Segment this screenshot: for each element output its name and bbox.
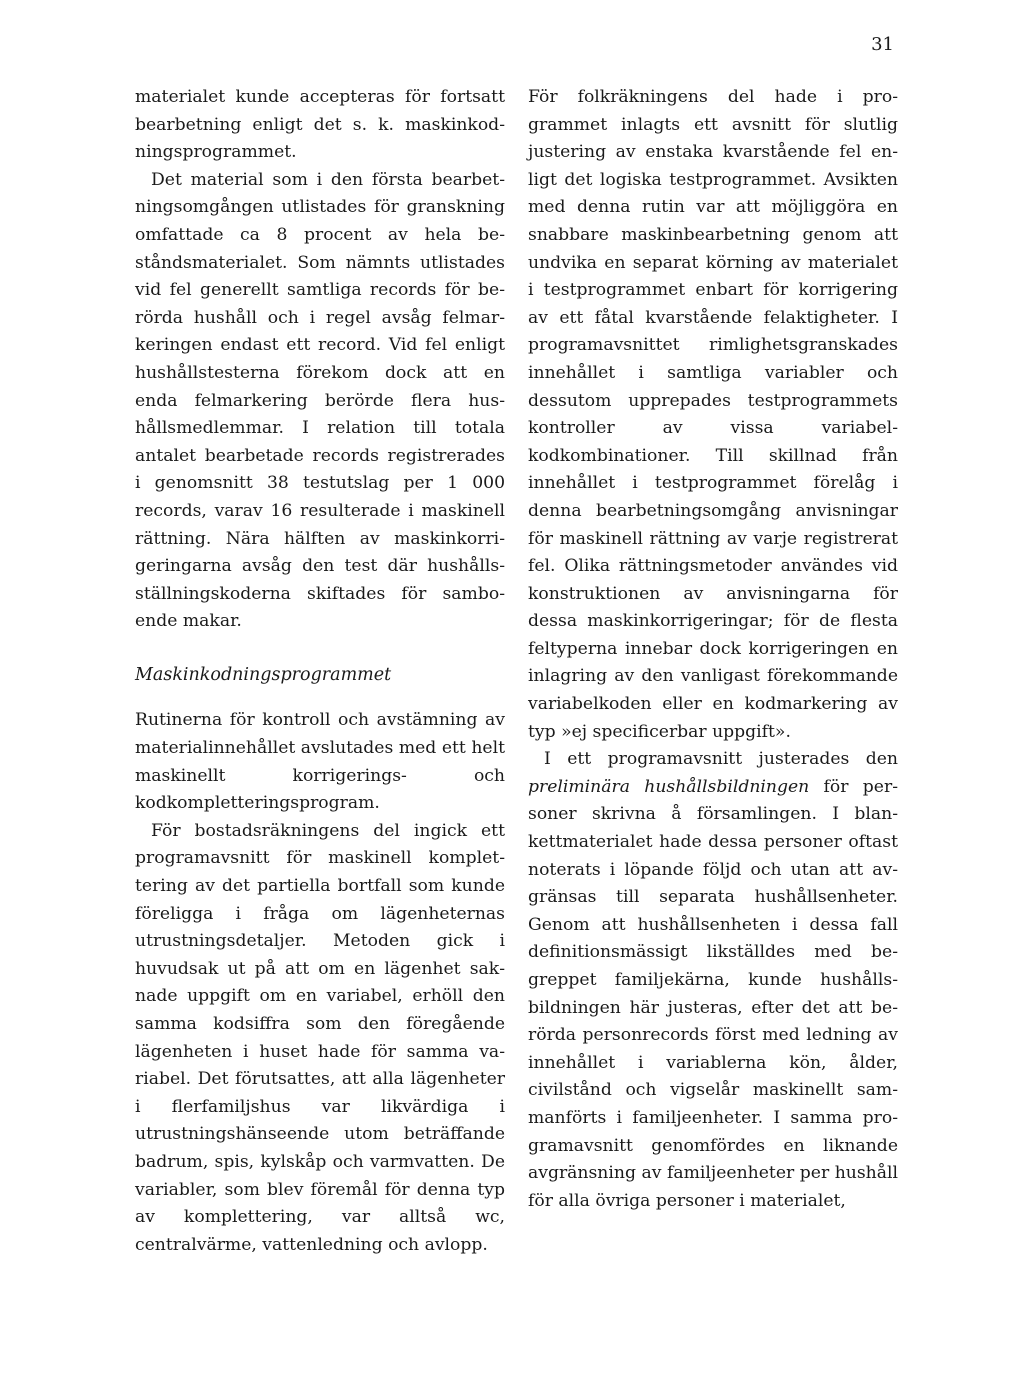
right-paragraph-2-rest: för personer skrivna å församlingen. I blankettmaterialet hade dessa personer oftast noterats i löpande följd och utan att avgränsas till separata hushållsenheter. Genom att hushållsenheten i dessa fall definitionsmässigt likställdes med begreppet familjekärna, kunde hushållsbildningen här justeras, efter det att berörda personrecords först med ledning av innehållet i variablerna kön, ålder, civilstånd och vigselår maskinellt sammanförts i familjeenheter. I samma programavsnitt genomfördes en liknande avgränsning av familjeenheter per hushåll för alla övriga personer i materialet, [528, 776, 899, 1211]
right-paragraph-2-start: I ett programavsnitt justerades den [544, 749, 898, 770]
right-paragraph-1: För folkräkningens del hade i programmet inlagts ett avsnitt för slutlig justering av enstaka kvarstående fel enligt det logiska testprogrammet. Avsikten med denna rutin var att möjliggöra en snabbare maskinbearbetning genom att undvika en separat körning av materialet i testprogrammet enbart för korrigering av ett fåtal kvarstående felaktigheter. I programavsnittet rimlighetsgranskades innehållet i samtliga variabler och dessutom upprepades testprogrammets kontroller av vissa variabelkodkombinationer. Till skillnad från innehållet i testprogrammet förelåg i denna bearbetningsomgång anvisningar för maskinell rättning av varje registrerat fel. Olika rättningsmetoder användes vid konstruktionen av anvisningarna för dessa maskinkorrigeringar; för de flesta feltyperna innebar dock korrigeringen en inlagring av den vanligast förekommande variabelkoden eller en kodmarkering av typ »ej specificerbar uppgift». [528, 87, 898, 742]
left-paragraph-2: Det material som i den första bearbetningsomgången utlistades för granskning omfattade ca 8 procent av hela beståndsmaterialet. Som nämnts utlistades vid fel generellt samtliga records för berörda hushåll och i regel avsåg felmarkeringen endast ett record. Vid fel enligt hushållstesterna förekom dock att en enda felmarkering berörde flera hushållsmedlemmar. I relation till totala antalet bearbetade records registrerades i genomsnitt 38 testutslag per 1 000 records, varav 16 resulterade i maskinell rättning. Nära hälften av maskinkorrigeringarna avsåg den test där hushållsställningskoderna skiftades för samboende makar. [135, 169, 505, 632]
page-number: 31 [871, 34, 894, 55]
right-paragraph-2 [528, 746, 898, 1215]
left-column [135, 84, 505, 1259]
left-paragraph-1: materialet kunde accepteras för fortsatt bearbetning enligt det s. k. maskinkodningsprogrammet. [135, 87, 505, 163]
right-column [528, 84, 898, 1215]
left-paragraph-4: För bostadsräkningens del ingick ett programavsnitt för maskinell komplettering av det partiella bortfall som kunde föreligga i fråga om lägenheternas utrustningsdetaljer. Metoden gick i huvudsak ut på att om en lägenhet saknade uppgift om en variabel, erhöll den samma kodsiffra som den föregående lägenheten i huset hade för samma variabel. Det förutsattes, att alla lägenheter i flerfamiljshus var likvärdiga i utrustningshänseende utom beträffande badrum, spis, kylskåp och varmvatten. De variabler, som blev föremål för denna typ av komplettering, var alltså wc, centralvärme, vattenledning och avlopp. [135, 820, 505, 1255]
left-paragraph-3: Rutinerna för kontroll och avstämning av materialinnehållet avslutades med ett helt maskinellt korrigerings- och kodkompletteringsprogram. [135, 710, 505, 814]
section-heading: Maskinkodningsprogrammet [135, 664, 392, 685]
emphasized-term: preliminära hushållsbildningen [528, 776, 810, 797]
